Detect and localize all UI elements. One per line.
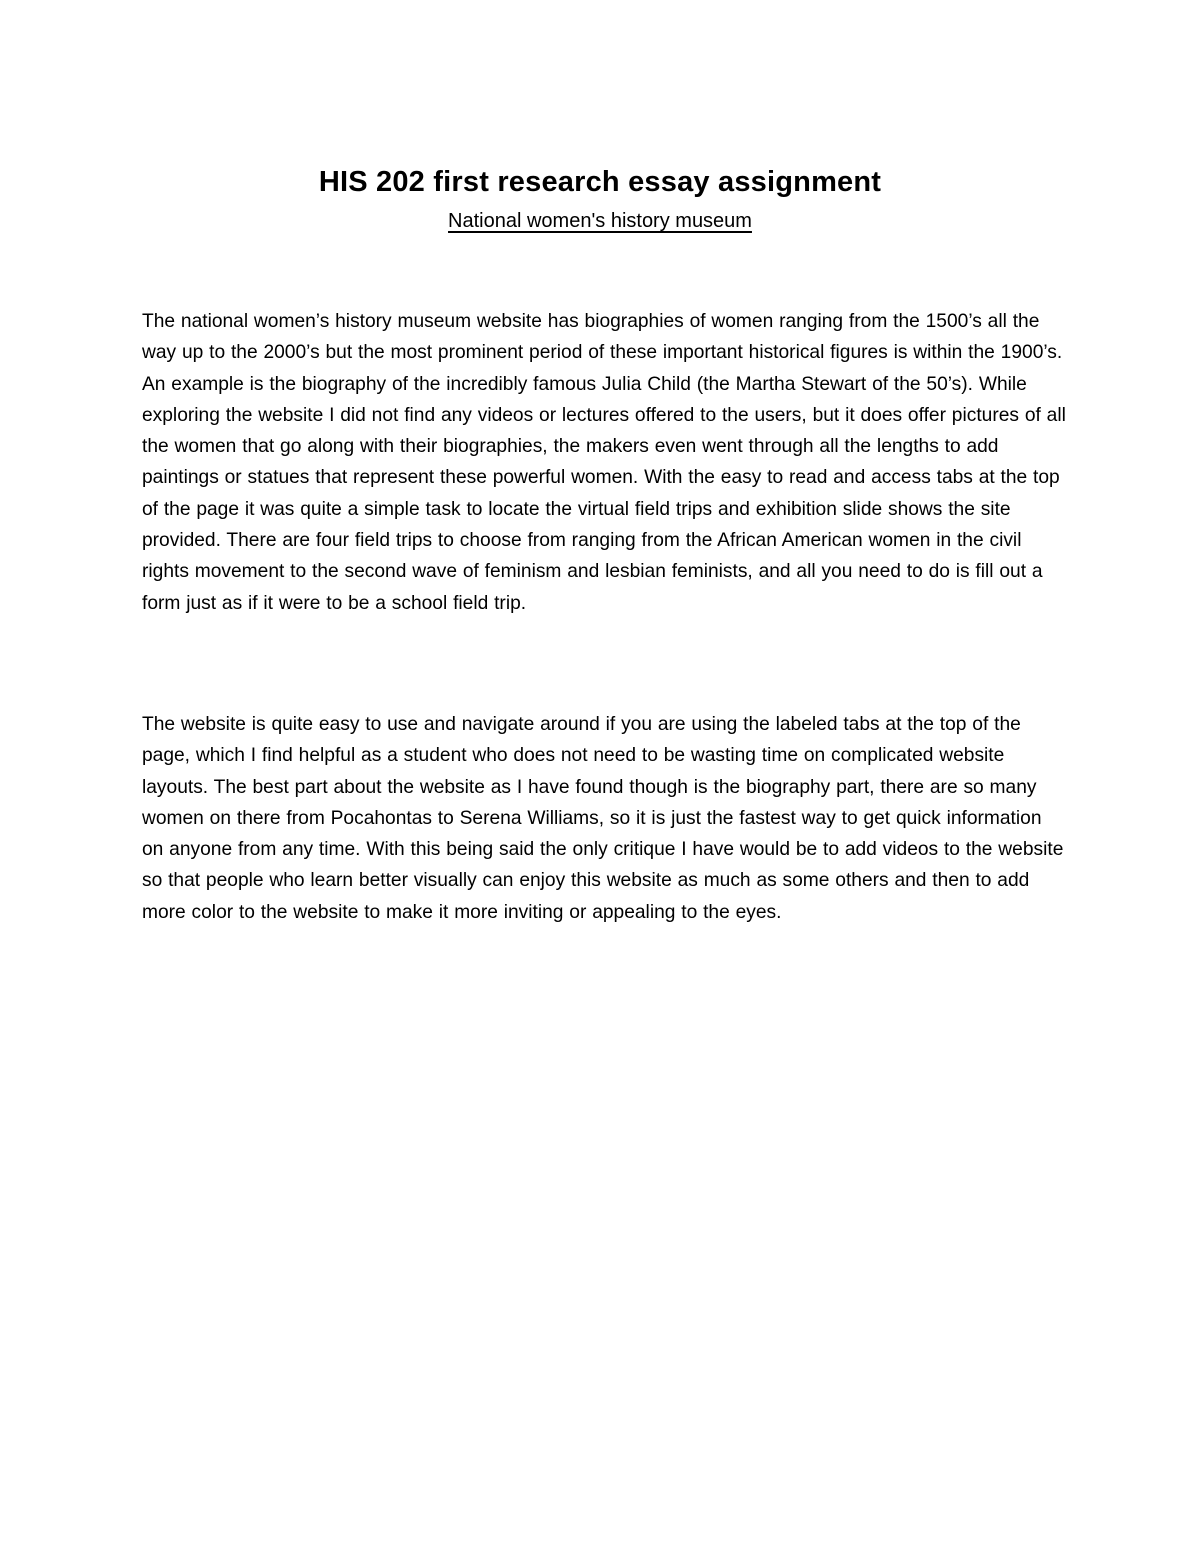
body-paragraph-2: The website is quite easy to use and navigate around if you are using the labeled tabs at the top of the page, which I find helpful as a student who does not need to be wasting time on complicated website layouts. The best part about the website as I have found though is the biography part, there are so many women on there from Pocahontas to Serena Williams, so it is just the fastest way to get quick information on anyone from any time. With this being said the only critique I have would be to add videos to the website so that people who learn better visually can enjoy this website as much as some others and then to add more color to the website to make it more inviting or appealing to the eyes. [142,714,1064,923]
body-paragraph-1: The national women’s history museum website has biographies of women ranging from the 1500’s all the way up to the 2000’s but the most prominent period of these important historical figures is within the 1900’s. An example is the biography of the incredibly famous Julia Child (the Martha Stewart of the 50’s). While exploring the website I did not find any videos or lectures offered to the users, but it does offer pictures of all the women that go along with their biographies, the makers even went through all the lengths to add paintings or statues that represent these powerful women. With the easy to read and access tabs at the top of the page it was quite a simple task to locate the virtual field trips and exhibition slide shows the site provided. There are four field trips to choose from ranging from the African American women in the civil rights movement to the second wave of feminism and lesbian feminists, and all you need to do is fill out a form just as if it were to be a school field trip. [142,311,1066,614]
page-subtitle: National women's history museum [448,210,752,232]
page-title: HIS 202 first research essay assignment [318,166,882,199]
